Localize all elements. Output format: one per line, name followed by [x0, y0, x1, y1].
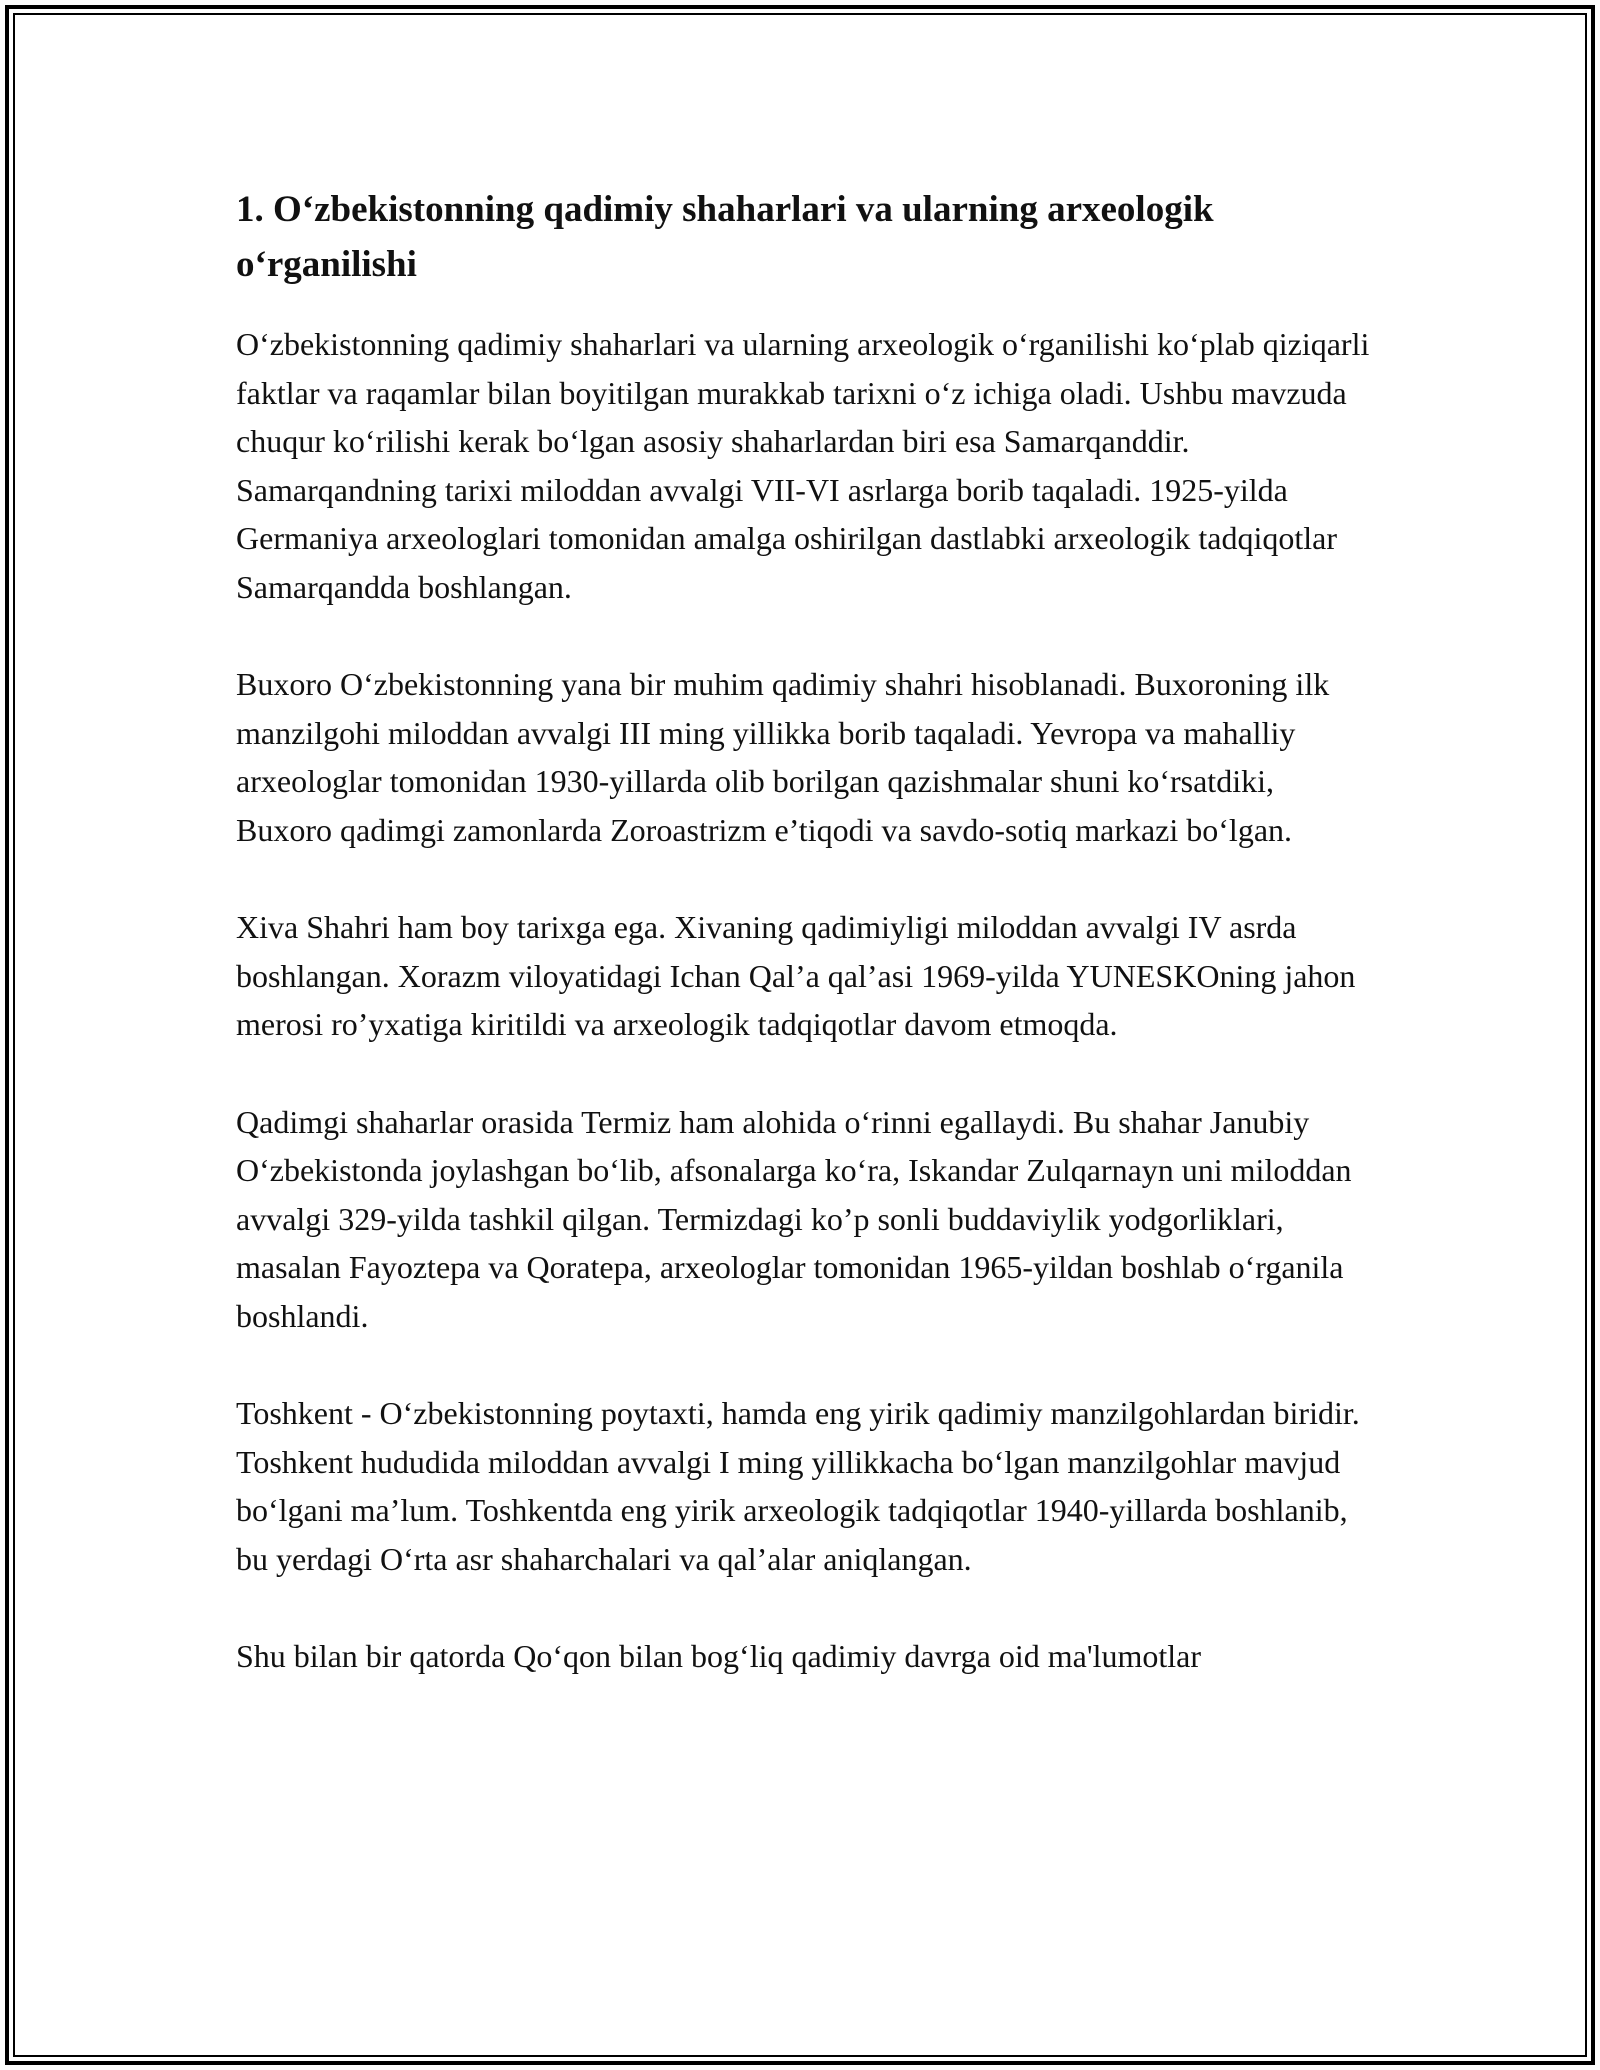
- paragraph-termiz: Qadimgi shaharlar orasida Termiz ham alohida o‘rinni egallaydi. Bu shahar Janubiy O‘zbekistonda joylashgan bo‘lib, afsonalarga ko‘ra, Iskandar Zulqarnayn uni miloddan avvalgi 329-yilda tashkil qilgan. Termizdagi ko’p sonli buddaviylik yodgorliklari, masalan Fayoztepa va Qoratepa, arxeologlar tomonidan 1965-yildan boshlab o‘rganila boshlandi.: [236, 1103, 1352, 1334]
- paragraph-samarqand: O‘zbekistonning qadimiy shaharlari va ularning arxeologik o‘rganilishi ko‘plab qiziqarli faktlar va raqamlar bilan boyitilgan murakkab tarixni o‘z ichiga oladi. Ushbu mavzuda chuqur ko‘rilishi kerak bo‘lgan asosiy shaharlardan biri esa Samarqanddir. Samarqandning tarixi miloddan avvalgi VII-VI asrlarga borib taqaladi. 1925-yilda Germaniya arxeologlari tomonidan amalga oshirilgan dastlabki arxeologik tadqiqotlar Samarqandda boshlangan.: [236, 326, 1370, 605]
- paragraph-buxoro: Buxoro O‘zbekistonning yana bir muhim qadimiy shahri hisoblanadi. Buxoroning ilk manzilgohi miloddan avvalgi III ming yillikka borib taqaladi. Yevropa va mahalliy arxeologlar tomonidan 1930-yillarda olib borilgan qazishmalar shuni ko‘rsatdiki, Buxoro qadimgi zamonlarda Zoroastrizm e’tiqodi va savdo-sotiq markazi bo‘lgan.: [236, 666, 1330, 848]
- paragraph-qoqon: Shu bilan bir qatorda Qo‘qon bilan bog‘liq qadimiy davrga oid ma'lumotlar: [236, 1638, 1201, 1674]
- document-body: [236, 182, 1376, 1730]
- paragraph-xiva: Xiva Shahri ham boy tarixga ega. Xivaning qadimiyligi miloddan avvalgi IV asrda boshlangan. Xorazm viloyatidagi Ichan Qal’a qal’asi 1969-yilda YUNESKOning jahon merosi ro’yxatiga kiritildi va arxeologik tadqiqotlar davom etmoqda.: [236, 909, 1356, 1042]
- section-heading: 1. O‘zbekistonning qadimiy shaharlari va ularning arxeologik o‘rganilishi: [236, 189, 1214, 285]
- paragraph-toshkent: Toshkent - O‘zbekistonning poytaxti, hamda eng yirik qadimiy manzilgohlardan biridir. Toshkent hududida miloddan avvalgi I ming yillikkacha bo‘lgan manzilgohlar mavjud bo‘lgani ma’lum. Toshkentda eng yirik arxeologik tadqiqotlar 1940-yillarda boshlanib, bu yerdagi O‘rta asr shaharchalari va qal’alar aniqlangan.: [236, 1395, 1360, 1577]
